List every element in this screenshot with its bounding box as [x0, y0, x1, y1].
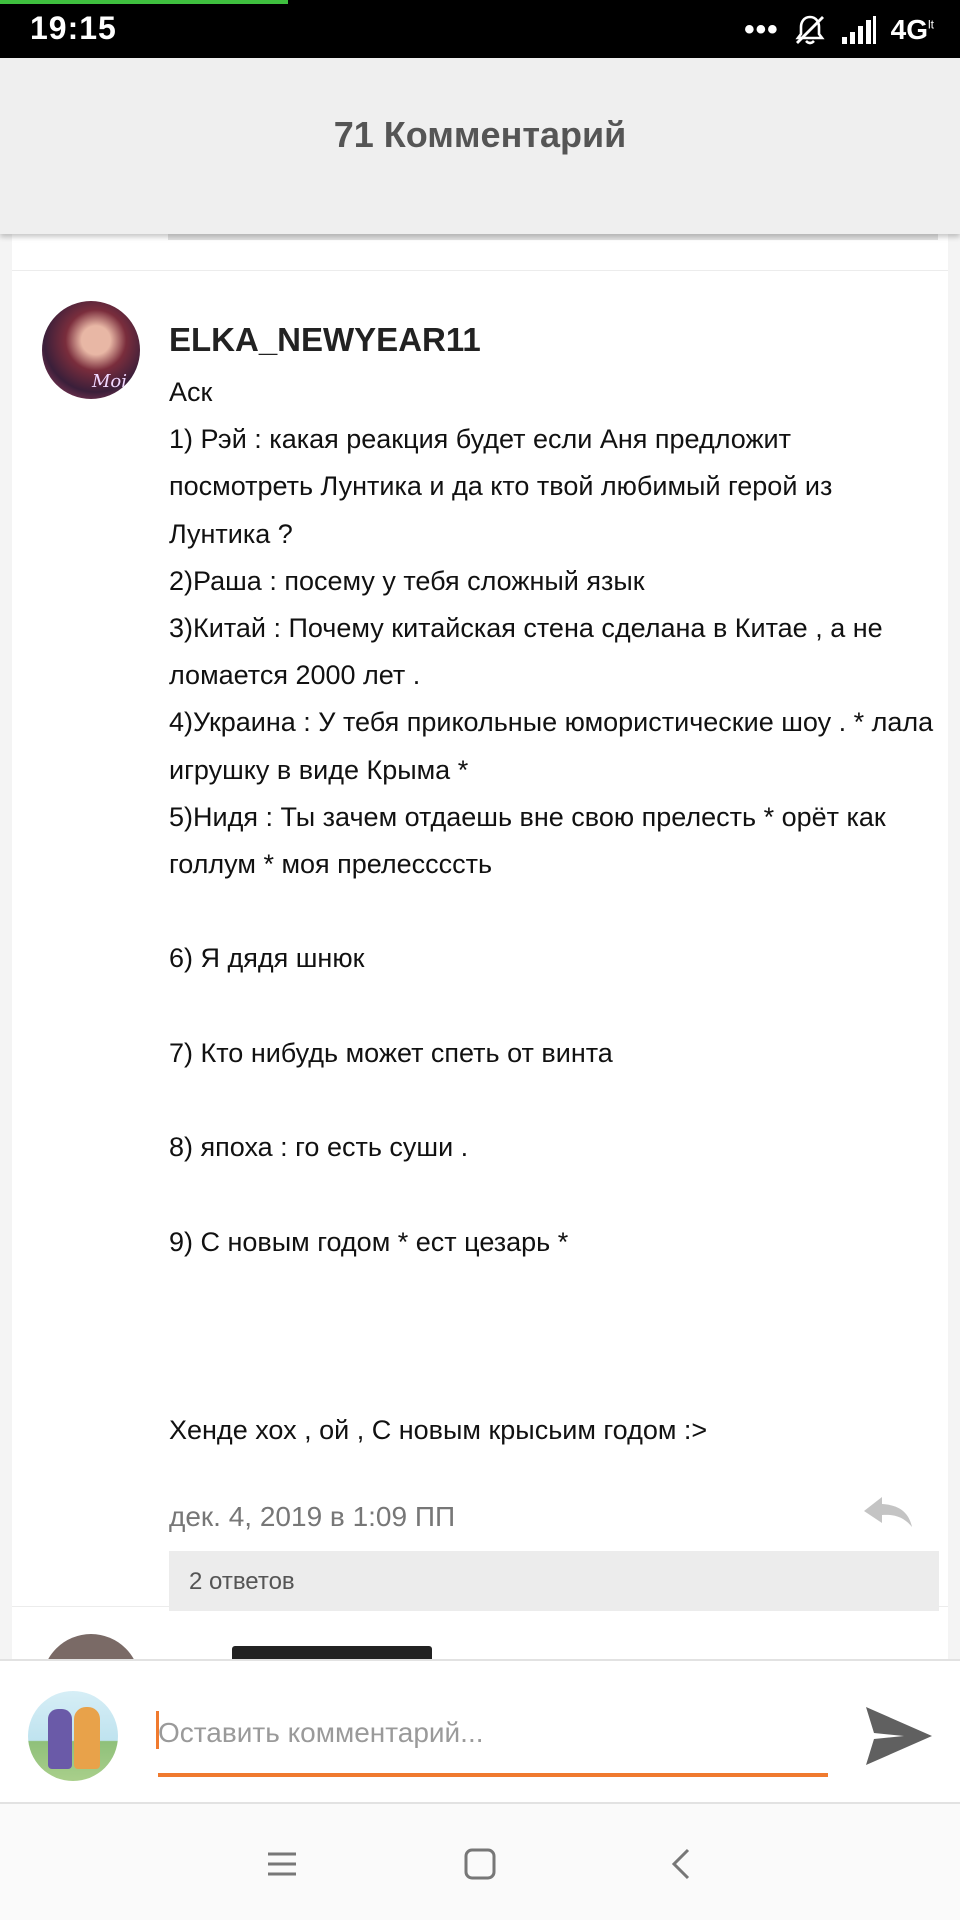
page-title: 71 Комментарий	[333, 114, 627, 155]
home-icon[interactable]	[454, 1838, 506, 1890]
more-dots-icon: •••	[744, 13, 779, 46]
comment-timestamp: дек. 4, 2019 в 1:09 ПП	[169, 1501, 456, 1532]
menu-icon[interactable]	[256, 1838, 308, 1890]
page-load-progress	[0, 0, 288, 4]
input-underline	[158, 1773, 828, 1777]
system-navigation-bar	[0, 1804, 960, 1920]
network-label: 4G	[890, 14, 928, 45]
status-bar	[0, 0, 960, 58]
view-replies-button[interactable]	[169, 1551, 939, 1611]
network-sub: lt	[928, 17, 934, 32]
comment-author[interactable]: ELKA_NEWYEAR11	[169, 321, 481, 358]
current-user-avatar	[28, 1691, 118, 1781]
avatar-signature: Moi	[92, 371, 128, 392]
divider	[12, 1606, 948, 1607]
avatar-figure	[74, 1707, 100, 1769]
notifications-off-icon	[793, 13, 827, 47]
previous-comment-edge	[168, 234, 938, 240]
app-header	[0, 58, 960, 234]
commenter-avatar[interactable]	[42, 301, 140, 399]
status-icons	[744, 10, 934, 50]
comment-item	[12, 271, 948, 1606]
comments-feed[interactable]	[12, 234, 948, 1659]
reply-icon[interactable]	[860, 1491, 916, 1531]
send-icon[interactable]	[860, 1701, 936, 1771]
network-type	[891, 14, 934, 46]
next-comment-author-peek	[232, 1646, 432, 1659]
avatar-figure	[48, 1709, 72, 1769]
comment-composer	[0, 1659, 960, 1804]
comment-text: Аск 1) Рэй : какая реакция будет если Аня предложит посмотреть Лунтика и да кто твой любимый герой из Лунтика ? 2)Раша : посему у тебя сложный язык 3)Китай : Почему китайская стена сделана в Китае , а не ломается 2000 лет . 4)Украина : У тебя прикольные юмористические шоу . * лала игрушку в виде Крыма * 5)Нидя : Ты зачем отдаешь вне свою прелесть * орёт как голлум * моя прелессссть 6) Я дядя шнюк 7) Кто нибудь может спеть от винта 8) япоха : го есть суши . 9) С новым годом * ест цезарь * Хенде хох , ой , С новым крысьим годом :>	[169, 377, 934, 1446]
next-commenter-avatar[interactable]	[42, 1634, 140, 1659]
status-time: 19:15	[30, 10, 117, 46]
signal-icon	[841, 15, 877, 45]
replies-count-label: 2 ответов	[189, 1568, 295, 1595]
back-icon[interactable]	[656, 1838, 708, 1890]
comment-input[interactable]	[158, 1705, 828, 1761]
